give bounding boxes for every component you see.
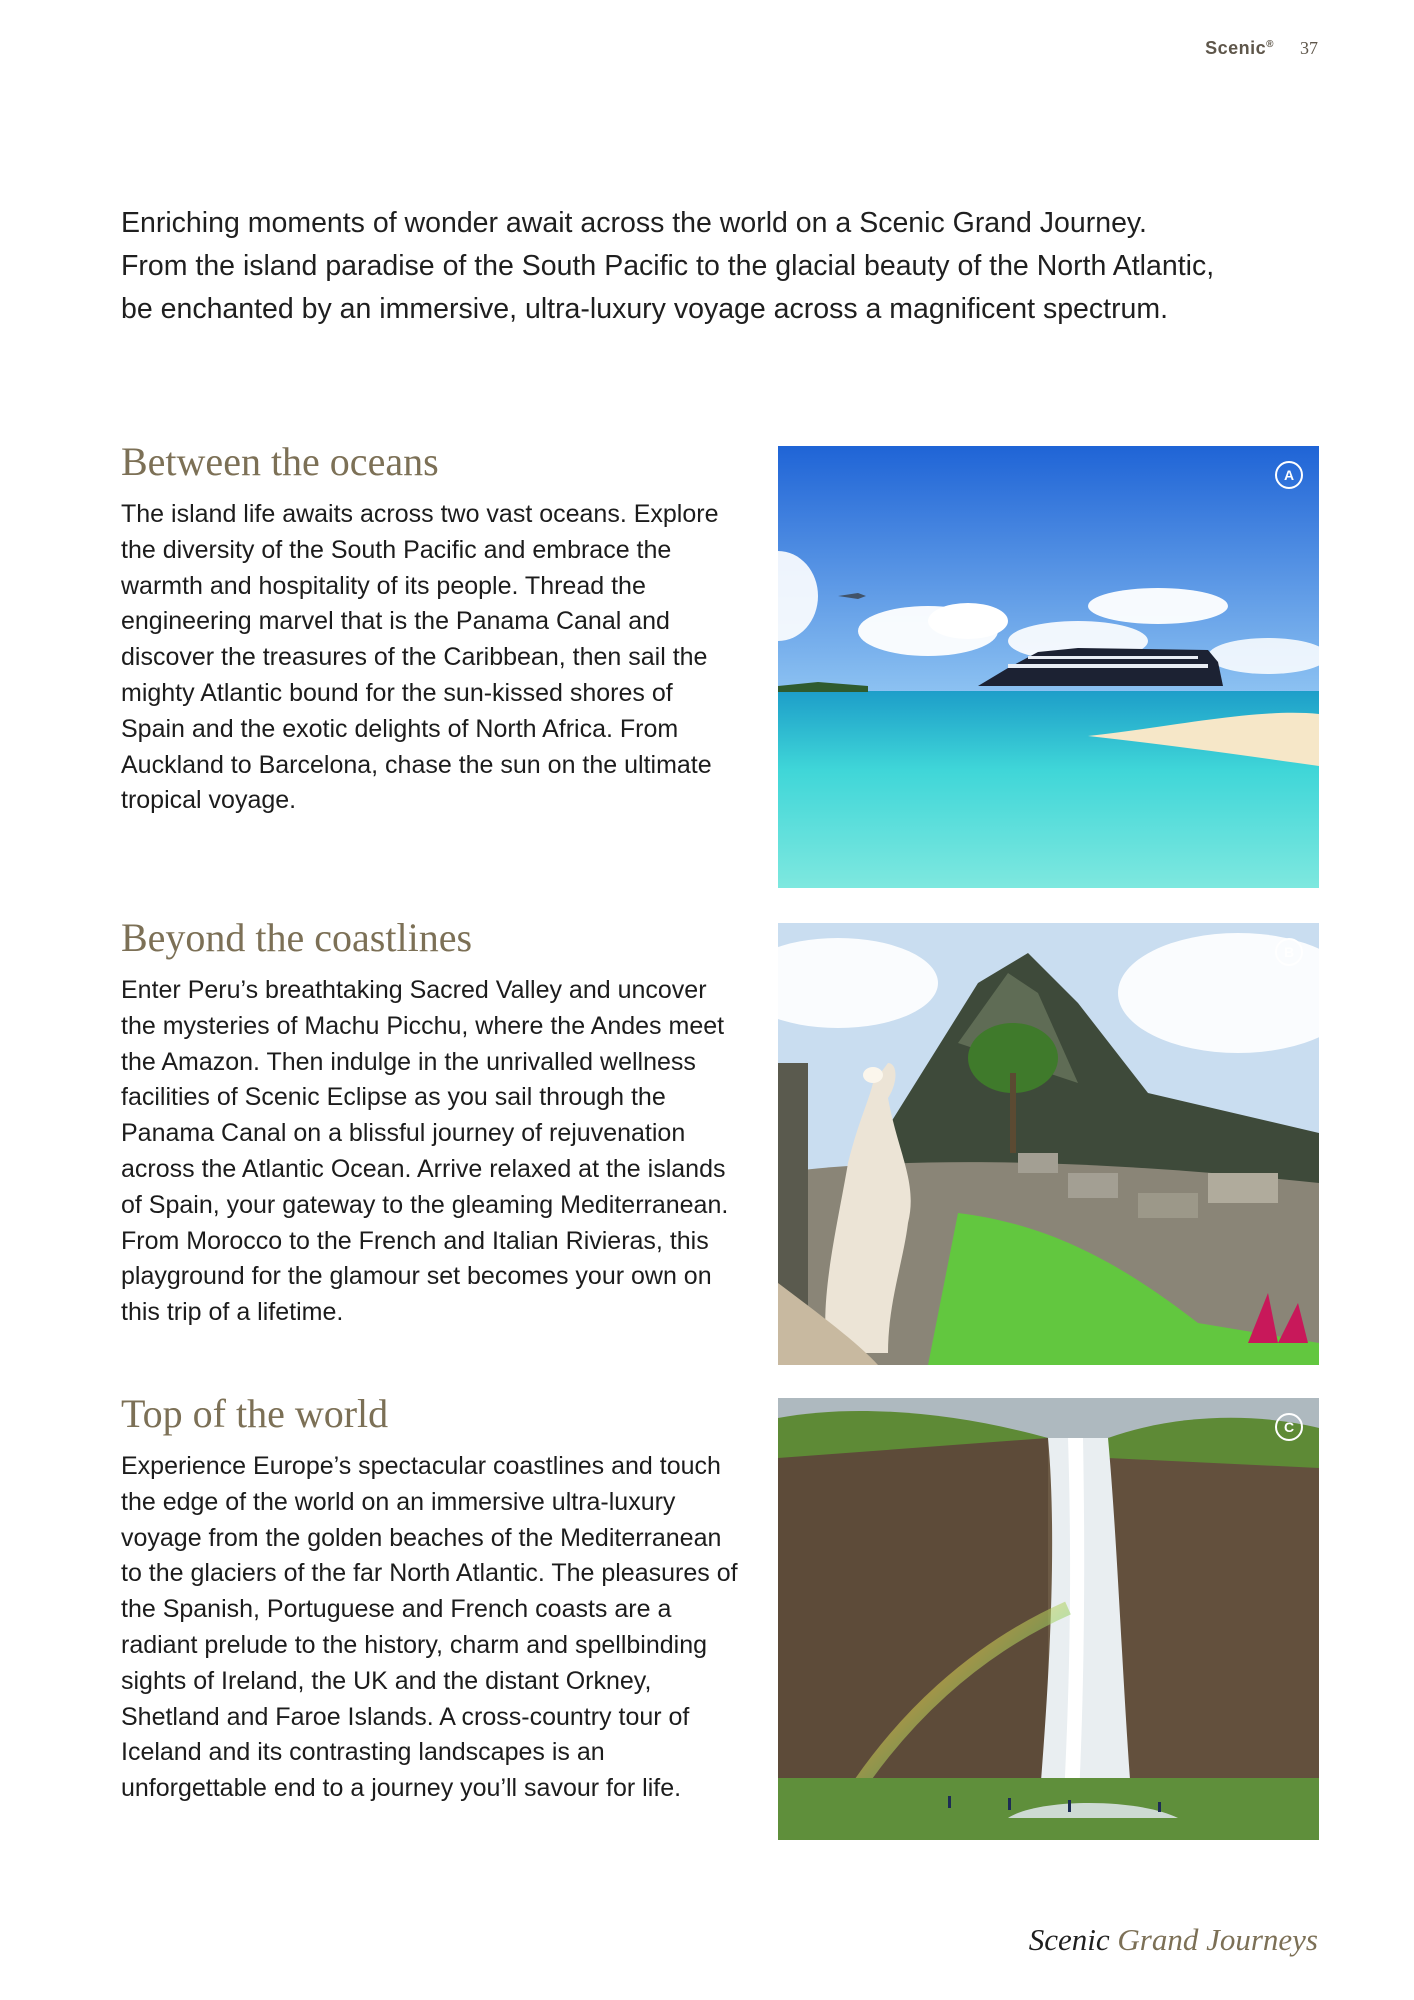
- photo-badge: B: [1275, 938, 1303, 966]
- footer-tagline: Grand Journeys: [1117, 1922, 1318, 1957]
- cruise-ship-illustration: [778, 446, 1319, 888]
- section-title-between-the-oceans: Between the oceans: [121, 439, 439, 484]
- intro-line: Enriching moments of wonder await across the world on a Scenic Grand Journey.: [121, 207, 1147, 239]
- photo-machu-picchu-llama: [778, 923, 1319, 1365]
- photo-badge: C: [1275, 1413, 1303, 1441]
- section-body-beyond-the-coastlines: Enter Peru’s breathtaking Sacred Valley and uncover the mysteries of Machu Picchu, where the Andes meet the Amazon. Then indulge in the unrivalled wellness facilities of Scenic Eclipse as you sail through the Panama Canal on a blissful journey of rejuvenation across the Atlantic Ocean. Arrive relaxed at the islands of Spain, your gateway to the gleaming Mediterranean. From Morocco to the French and Italian Rivieras, this playground for the glamour set becomes your own on this trip of a lifetime.: [121, 976, 729, 1327]
- intro-paragraph: [121, 202, 1321, 331]
- footer-brand: Scenic: [1028, 1922, 1110, 1957]
- intro-line: be enchanted by an immersive, ultra-luxury voyage across a magnificent spectrum.: [121, 293, 1169, 325]
- header-brand: Scenic®: [1205, 38, 1274, 58]
- photo-iceland-waterfall: [778, 1398, 1319, 1840]
- intro-line: From the island paradise of the South Pacific to the glacial beauty of the North Atlantic,: [121, 250, 1215, 282]
- section-body-top-of-the-world: Experience Europe’s spectacular coastlines and touch the edge of the world on an immersive ultra-luxury voyage from the golden beaches of the Mediterranean to the glaciers of the far North Atlantic. The pleasures of the Spanish, Portuguese and French coasts are a radiant prelude to the history, charm and spellbinding sights of Ireland, the UK and the distant Orkney, Shetland and Faroe Islands. A cross-country tour of Iceland and its contrasting landscapes is an unforgettable end to a journey you’ll savour for life.: [121, 1452, 738, 1803]
- photo-badge: A: [1275, 461, 1303, 489]
- section-body-between-the-oceans: The island life awaits across two vast oceans. Explore the diversity of the South Pacific and embrace the warmth and hospitality of its people. Thread the engineering marvel that is the Panama Canal and discover the treasures of the Caribbean, then sail the mighty Atlantic bound for the sun-kissed shores of Spain and the exotic delights of North Africa. From Auckland to Barcelona, chase the sun on the ultimate tropical voyage.: [121, 500, 719, 815]
- photo-cruise-ship-lagoon: [778, 446, 1319, 888]
- footer-logo: [1029, 1922, 1318, 1958]
- section-title-top-of-the-world: Top of the world: [121, 1391, 389, 1436]
- page-number: 37: [1300, 38, 1318, 58]
- machu-picchu-illustration: [778, 923, 1319, 1365]
- section-title-beyond-the-coastlines: Beyond the coastlines: [121, 915, 473, 960]
- page-header: [1205, 38, 1318, 59]
- waterfall-illustration: [778, 1398, 1319, 1840]
